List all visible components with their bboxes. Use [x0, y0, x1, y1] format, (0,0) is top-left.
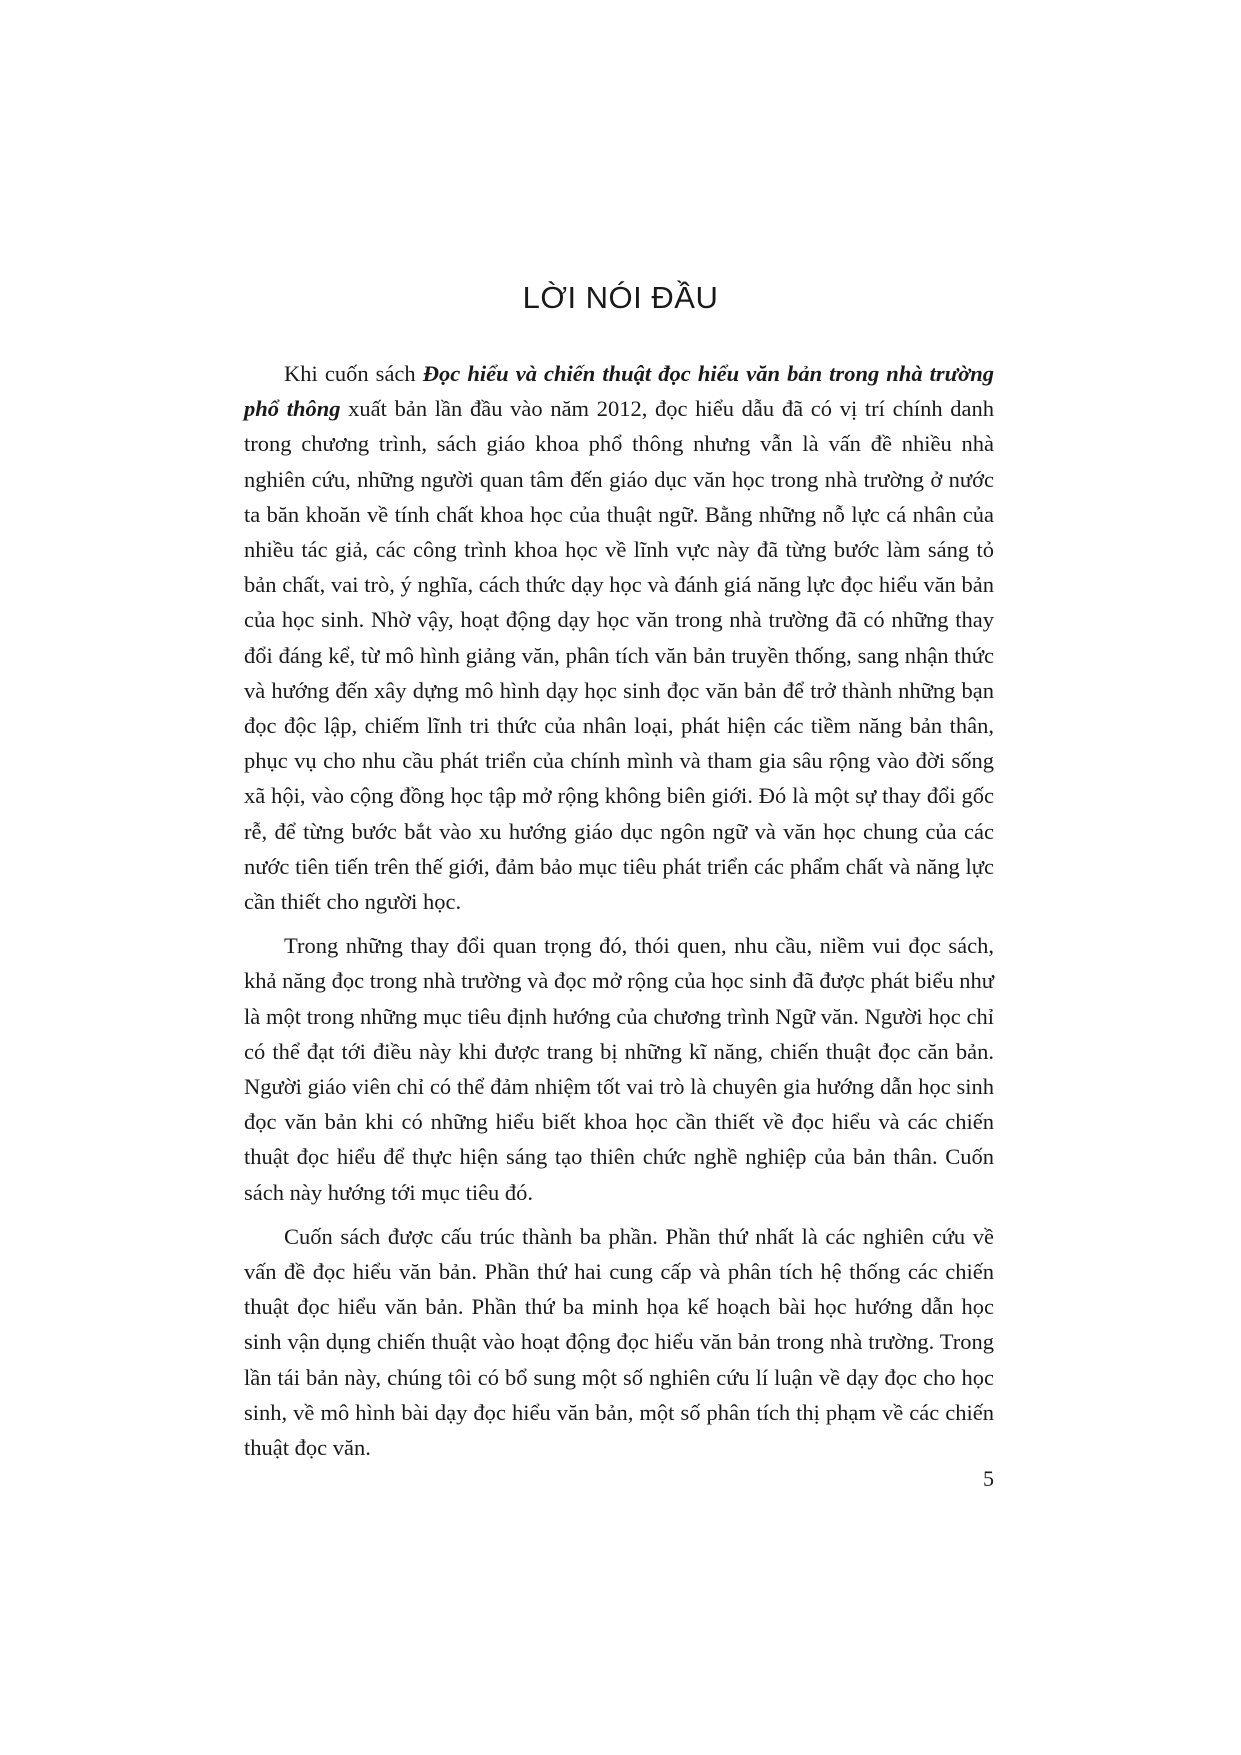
paragraph-2: Trong những thay đổi quan trọng đó, thói quen, nhu cầu, niềm vui đọc sách, khả năng đọc trong nhà trường và đọc mở rộng của học sinh đã được phát biểu như là một trong những mục tiêu định hướng của chương trình Ngữ văn. Người học chỉ có thể đạt tới điều này khi được trang bị những kĩ năng, chiến thuật đọc căn bản. Người giáo viên chỉ có thể đảm nhiệm tốt vai trò là chuyên gia hướng dẫn học sinh đọc văn bản khi có những hiểu biết khoa học cần thiết về đọc hiểu và các chiến thuật đọc hiểu để thực hiện sáng tạo thiên chức nghề nghiệp của bản thân. Cuốn sách này hướng tới mục tiêu đó. [244, 933, 994, 1205]
paragraph-3: Cuốn sách được cấu trúc thành ba phần. Phần thứ nhất là các nghiên cứu về vấn đề đọc hiểu văn bản. Phần thứ hai cung cấp và phân tích hệ thống các chiến thuật đọc hiểu văn bản. Phần thứ ba minh họa kế hoạch bài học hướng dẫn học sinh vận dụng chiến thuật vào hoạt động đọc hiểu văn bản trong nhà trường. Trong lần tái bản này, chúng tôi có bổ sung một số nghiên cứu lí luận về dạy đọc cho học sinh, về mô hình bài dạy đọc hiểu văn bản, một số phân tích thị phạm về các chiến thuật đọc văn. [244, 1223, 994, 1461]
paragraph-1-intro: Khi cuốn sách [284, 361, 423, 386]
body-text [244, 356, 994, 1474]
page-number: 5 [983, 1466, 994, 1491]
page-title: LỜI NÓI ĐẦU [522, 280, 719, 315]
paragraph-1 [244, 356, 994, 919]
book-title: Đọc hiểu và chiến thuật đọc hiểu văn bản trong nhà trường phổ thông [244, 361, 995, 422]
paragraph-1-rest: xuất bản lần đầu vào năm 2012, đọc hiểu dẫu đã có vị trí chính danh trong chương trình, sách giáo khoa phổ thông nhưng vẫn là vấn đề nhiều nhà nghiên cứu, những người quan tâm đến giáo dục văn học trong nhà trường ở nước ta băn khoăn về tính chất khoa học của thuật ngữ. Bằng những nỗ lực cá nhân của nhiều tác giả, các công trình khoa học về lĩnh vực này đã từng bước làm sáng tỏ bản chất, vai trò, ý nghĩa, cách thức dạy học và đánh giá năng lực đọc hiểu văn bản của học sinh. Nhờ vậy, hoạt động dạy học văn trong nhà trường đã có những thay đổi đáng kể, từ mô hình giảng văn, phân tích văn bản truyền thống, sang nhận thức và hướng đến xây dựng mô hình dạy học sinh đọc văn bản để trở thành những bạn đọc độc lập, chiếm lĩnh tri thức của nhân loại, phát hiện các tiềm năng bản thân, phục vụ cho nhu cầu phát triển của chính mình và tham gia sâu rộng vào đời sống xã hội, vào cộng đồng học tập mở rộng không biên giới. Đó là một sự thay đổi gốc rễ, để từng bước bắt vào xu hướng giáo dục ngôn ngữ và văn học chung của các nước tiên tiến trên thế giới, đảm bảo mục tiêu phát triển các phẩm chất và năng lực cần thiết cho người học. [244, 396, 994, 915]
